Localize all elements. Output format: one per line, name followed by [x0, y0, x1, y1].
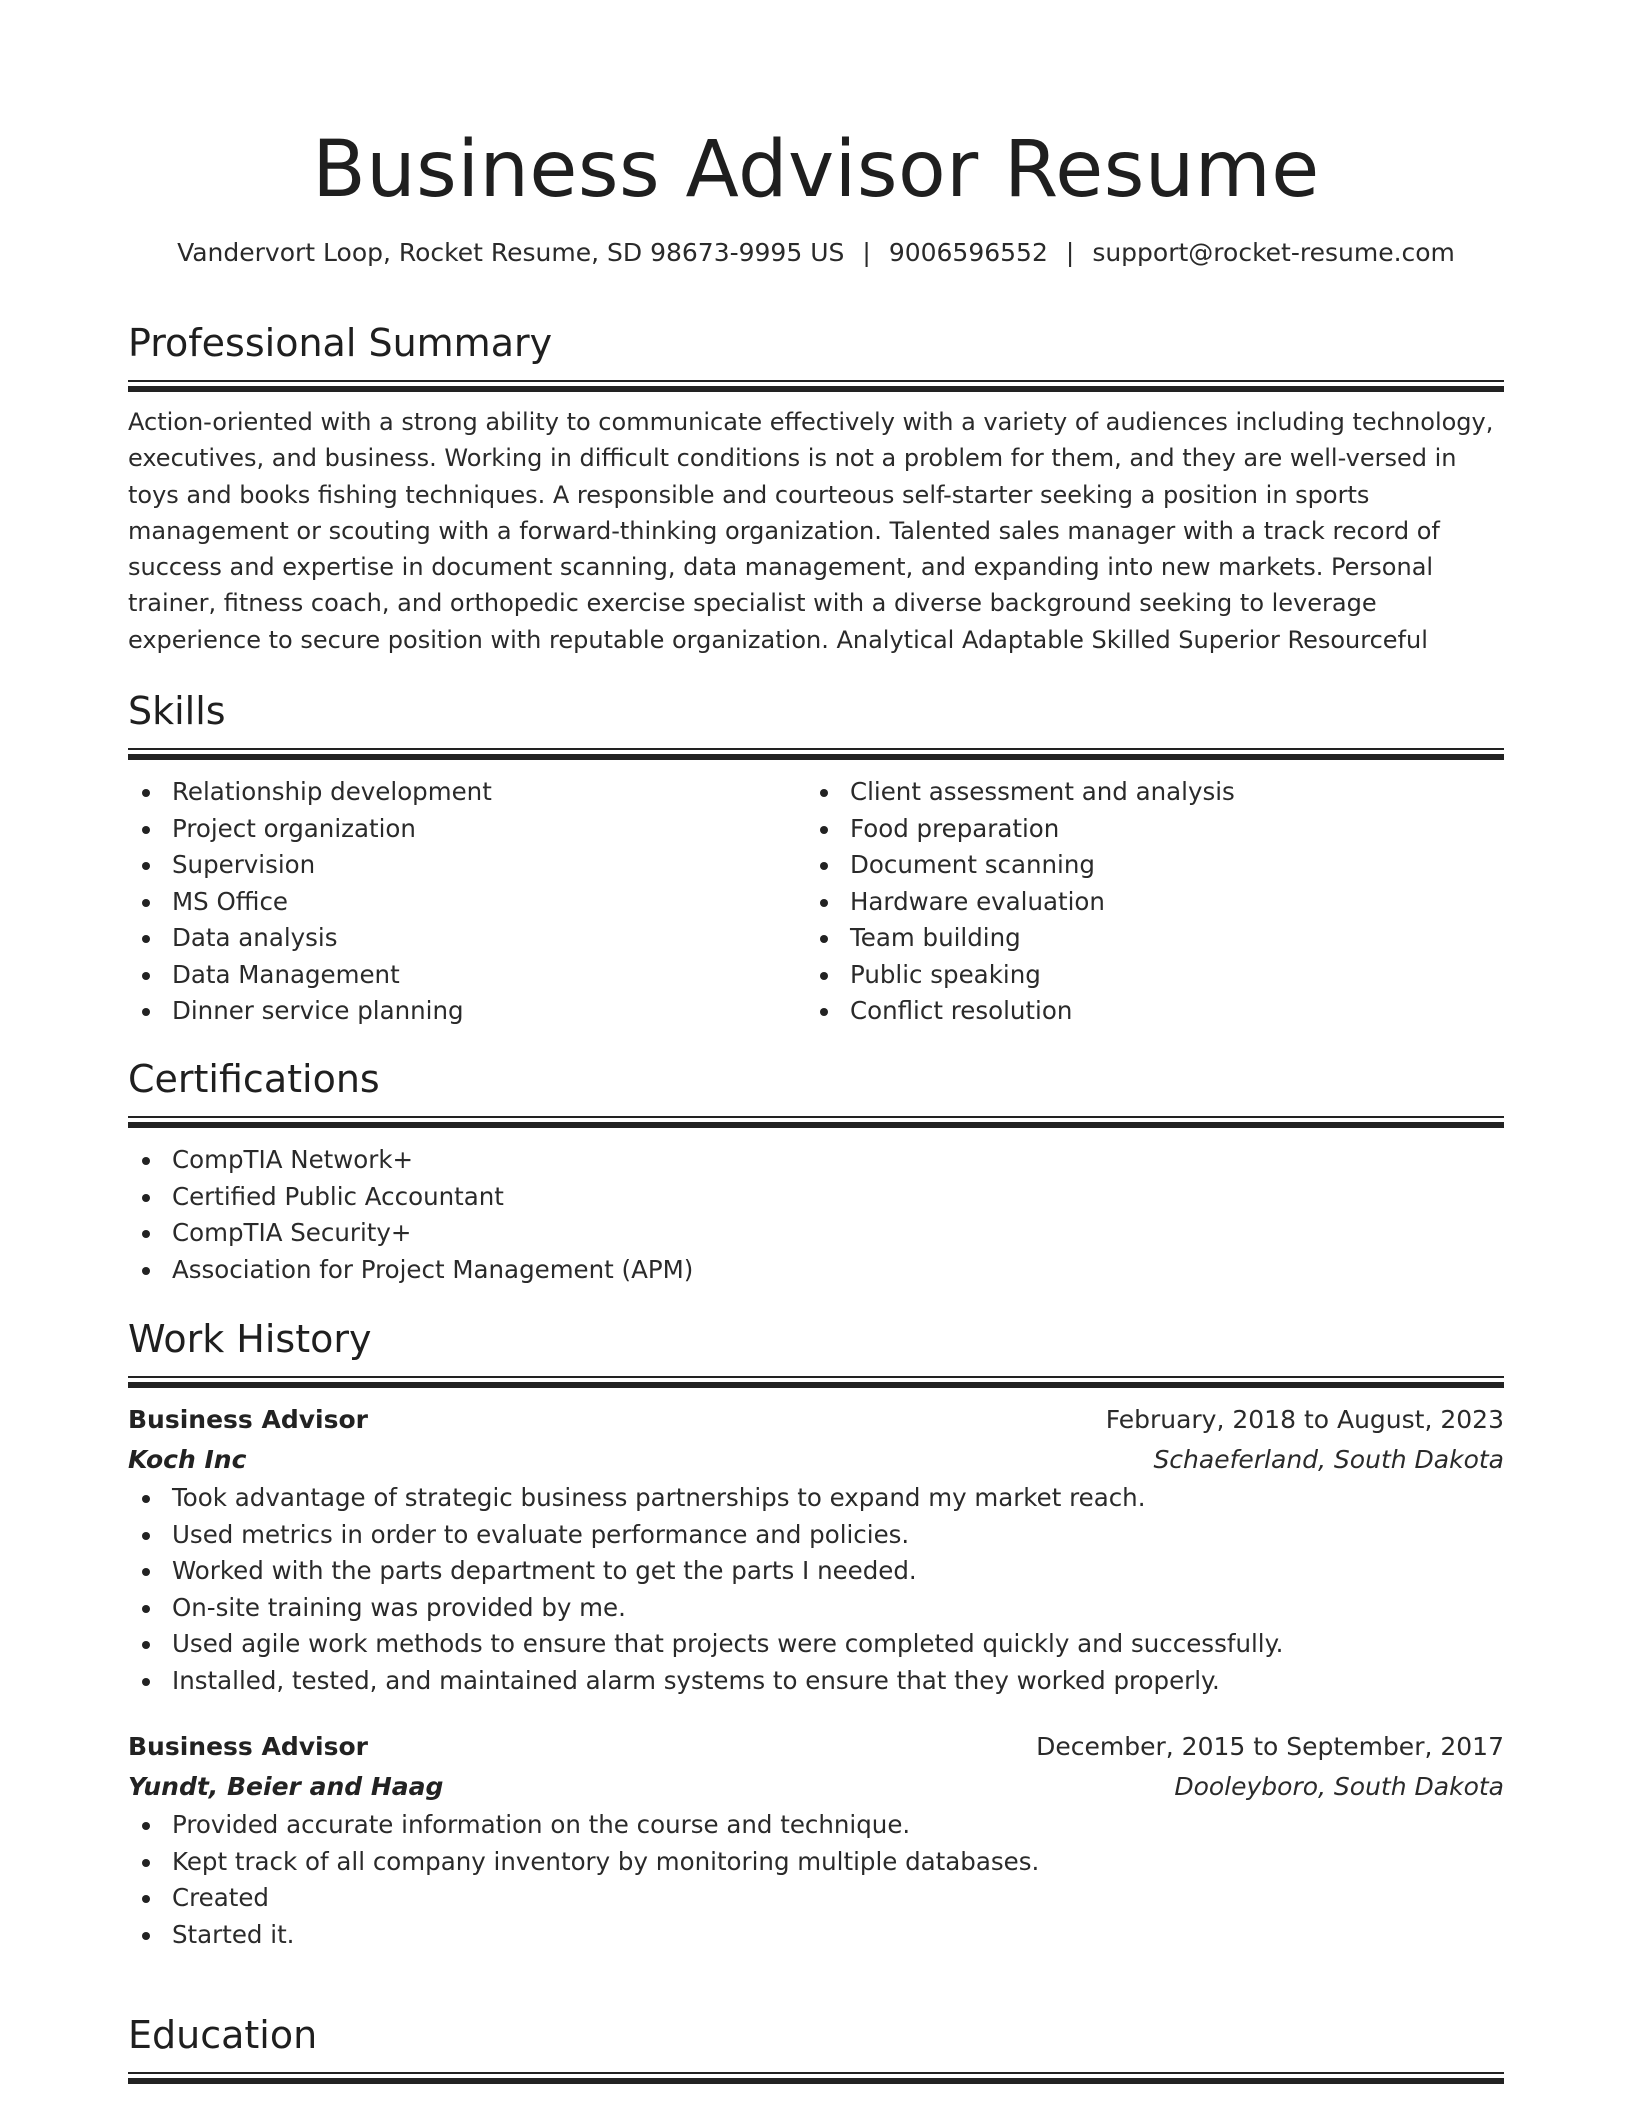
skill-item: Public speaking	[806, 957, 1484, 994]
contact-separator: |	[1065, 238, 1075, 267]
skill-item: Data analysis	[128, 920, 806, 957]
skills-columns	[128, 774, 1504, 1030]
skills-list-right	[806, 774, 1484, 1030]
job-duties	[128, 1807, 1504, 1953]
certification-item: Certified Public Accountant	[128, 1179, 1504, 1216]
job-duty: Worked with the parts department to get the parts I needed.	[128, 1553, 1504, 1590]
education-heading: Education	[128, 2013, 318, 2057]
job-entry	[128, 1400, 1504, 1699]
certifications-section	[128, 1054, 1504, 1288]
job-location: Dooleyboro, South Dakota	[1174, 1772, 1504, 1801]
certification-item: CompTIA Security+	[128, 1215, 1504, 1252]
contact-phone: 9006596552	[888, 238, 1048, 267]
skill-item: Conflict resolution	[806, 993, 1484, 1030]
skill-item: MS Office	[128, 884, 806, 921]
work-history-heading: Work History	[128, 1317, 372, 1361]
certifications-heading: Certifications	[128, 1057, 380, 1101]
resume-title: Business Advisor Resume	[312, 125, 1320, 215]
job-duty: Kept track of all company inventory by monitoring multiple databases.	[128, 1844, 1504, 1881]
job-subheader	[128, 1440, 1504, 1480]
job-duty: Started it.	[128, 1917, 1504, 1954]
skill-item: Hardware evaluation	[806, 884, 1484, 921]
job-location: Schaeferland, South Dakota	[1153, 1445, 1504, 1474]
resume-page	[128, 0, 1504, 2057]
section-divider	[128, 1376, 1504, 1388]
skills-list-left	[128, 774, 806, 1030]
job-duty: Used metrics in order to evaluate performance and policies.	[128, 1517, 1504, 1554]
job-duties	[128, 1480, 1504, 1699]
job-duty: Used agile work methods to ensure that projects were completed quickly and successfully.	[128, 1626, 1504, 1663]
section-divider	[128, 748, 1504, 760]
summary-section	[128, 318, 1504, 658]
certification-item: CompTIA Network+	[128, 1142, 1504, 1179]
skill-item: Relationship development	[128, 774, 806, 811]
job-duty: Installed, tested, and maintained alarm systems to ensure that they worked properly.	[128, 1663, 1504, 1700]
section-divider	[128, 2072, 1504, 2084]
job-header	[128, 1727, 1504, 1767]
job-header	[128, 1400, 1504, 1440]
job-duty: Created	[128, 1880, 1504, 1917]
contact-email: support@rocket-resume.com	[1092, 238, 1455, 267]
job-entry	[128, 1727, 1504, 1953]
summary-heading: Professional Summary	[128, 321, 553, 365]
job-company: Koch Inc	[128, 1445, 247, 1474]
certification-item: Association for Project Management (APM)	[128, 1252, 1504, 1289]
skill-item: Team building	[806, 920, 1484, 957]
skill-item: Document scanning	[806, 847, 1484, 884]
job-duty: Took advantage of strategic business partnerships to expand my market reach.	[128, 1480, 1504, 1517]
skills-heading: Skills	[128, 689, 226, 733]
job-title: Business Advisor	[128, 1732, 369, 1761]
certifications-list	[128, 1142, 1504, 1288]
skill-item: Food preparation	[806, 811, 1484, 848]
skill-item: Project organization	[128, 811, 806, 848]
skill-item: Dinner service planning	[128, 993, 806, 1030]
contact-address: Vandervort Loop, Rocket Resume, SD 98673-9995 US	[177, 238, 845, 267]
summary-text: Action-oriented with a strong ability to communicate effectively with a variety of audiences including technology, executives, and business. Working in difficult conditions is not a problem for them, and they are well-versed in toys and books fishing techniques. A responsible and courteous self-starter seeking a position in sports management or scouting with a forward-thinking organization. Talented sales manager with a track record of success and expertise in document scanning, data management, and expanding into new markets. Personal trainer, fitness coach, and orthopedic exercise specialist with a diverse background seeking to leverage experience to secure position with reputable organization. Analytical Adaptable Skilled Superior Resourceful	[128, 408, 1494, 654]
job-dates: December, 2015 to September, 2017	[1036, 1732, 1504, 1761]
skill-item: Data Management	[128, 957, 806, 994]
job-company: Yundt, Beier and Haag	[128, 1772, 444, 1801]
job-subheader	[128, 1767, 1504, 1807]
skill-item: Client assessment and analysis	[806, 774, 1484, 811]
section-divider	[128, 1116, 1504, 1128]
section-divider	[128, 380, 1504, 392]
job-title: Business Advisor	[128, 1405, 369, 1434]
skill-item: Supervision	[128, 847, 806, 884]
job-duty: Provided accurate information on the course and technique.	[128, 1807, 1504, 1844]
job-dates: February, 2018 to August, 2023	[1105, 1405, 1504, 1434]
contact-line	[128, 236, 1504, 270]
contact-separator: |	[862, 238, 871, 267]
education-section	[128, 2010, 1504, 2084]
skills-section	[128, 686, 1504, 1030]
job-duty: On-site training was provided by me.	[128, 1590, 1504, 1627]
work-history-section	[128, 1314, 1504, 1953]
